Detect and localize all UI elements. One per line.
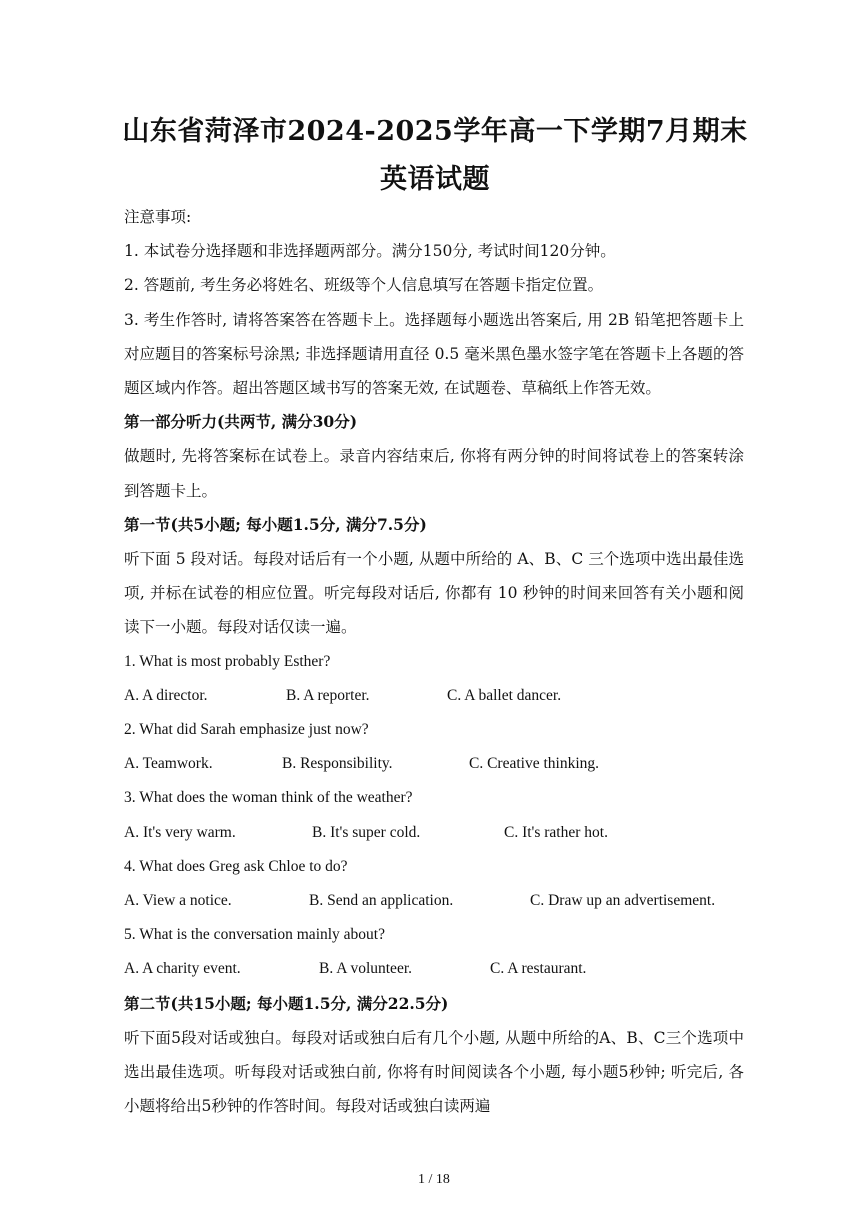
option-a: A. A director. [124, 686, 208, 704]
option-c: C. Creative thinking. [469, 755, 600, 773]
question-stem: 1. What is most probably Esther? [124, 652, 331, 670]
part1-heading: 第一部分听力(共两节, 满分30分) [124, 412, 358, 432]
question-stem: 2. What did Sarah emphasize just now? [124, 721, 369, 739]
option-a: A. A charity event. [124, 960, 241, 978]
notice-item: 1. 本试卷分选择题和非选择题两部分。满分150分, 考试时间120分钟。 [124, 242, 616, 261]
question-options [124, 884, 744, 918]
option-a: A. Teamwork. [124, 755, 213, 773]
page-number: 1 / 18 [418, 1172, 450, 1187]
option-b: B. A volunteer. [319, 960, 412, 978]
notice-item: 3. 考生作答时, 请将答案答在答题卡上。选择题每小题选出答案后, 用 2B 铅笔把答题卡上对应题目的答案标号涂黑; 非选择题请用直径 0.5 毫米黑色墨水签字笔在答题卡上各题的答题区域内作答。超出答题区域书写的答案无效, 在试题卷、草稿纸上作答无效。 [124, 310, 744, 398]
section2-heading: 第二节(共15小题; 每小题1.5分, 满分22.5分) [124, 993, 449, 1013]
option-a: A. View a notice. [124, 892, 232, 910]
question-stem: 3. What does the woman think of the weather? [124, 789, 413, 807]
option-a: A. It's very warm. [124, 823, 236, 841]
option-c: C. Draw up an advertisement. [530, 892, 716, 910]
notice-heading: 注意事项: [124, 208, 192, 226]
question-stem: 5. What is the conversation mainly about? [124, 926, 385, 944]
question-stem: 4. What does Greg ask Chloe to do? [124, 857, 348, 875]
option-c: C. It's rather hot. [504, 823, 608, 841]
question-options [124, 952, 744, 986]
option-b: B. Responsibility. [282, 755, 393, 773]
notice-item: 2. 答题前, 考生务必将姓名、班级等个人信息填写在答题卡指定位置。 [124, 276, 604, 295]
page-title: 山东省菏泽市2024-2025学年高一下学期7月期末英语试题 [122, 116, 748, 195]
question-options [124, 816, 744, 850]
option-b: B. It's super cold. [312, 823, 421, 841]
part1-instruction: 做题时, 先将答案标在试卷上。录音内容结束后, 你将有两分钟的时间将试卷上的答案转涂到答题卡上。 [124, 447, 744, 500]
option-c: C. A ballet dancer. [447, 686, 562, 704]
section2-instruction: 听下面5段对话或独白。每段对话或独白后有几个小题, 从题中所给的A、B、C三个选项中选出最佳选项。听每段对话或独白前, 你将有时间阅读各个小题, 每小题5秒钟; 听完后, 各小题将给出5秒钟的作答时间。每段对话或独白读两遍 [124, 1028, 744, 1116]
option-c: C. A restaurant. [490, 960, 587, 978]
document-body [124, 200, 744, 1123]
option-b: B. Send an application. [309, 892, 454, 910]
section1-instruction: 听下面 5 段对话。每段对话后有一个小题, 从题中所给的 A、B、C 三个选项中选出最佳选项, 并标在试卷的相应位置。听完每段对话后, 你都有 10 秒钟的时间来回答有关小题和阅读下一小题。每段对话仅读一遍。 [124, 550, 744, 637]
section1-heading: 第一节(共5小题; 每小题1.5分, 满分7.5分) [124, 514, 427, 534]
question-options [124, 747, 744, 781]
option-b: B. A reporter. [286, 686, 370, 704]
question-options [124, 679, 744, 713]
